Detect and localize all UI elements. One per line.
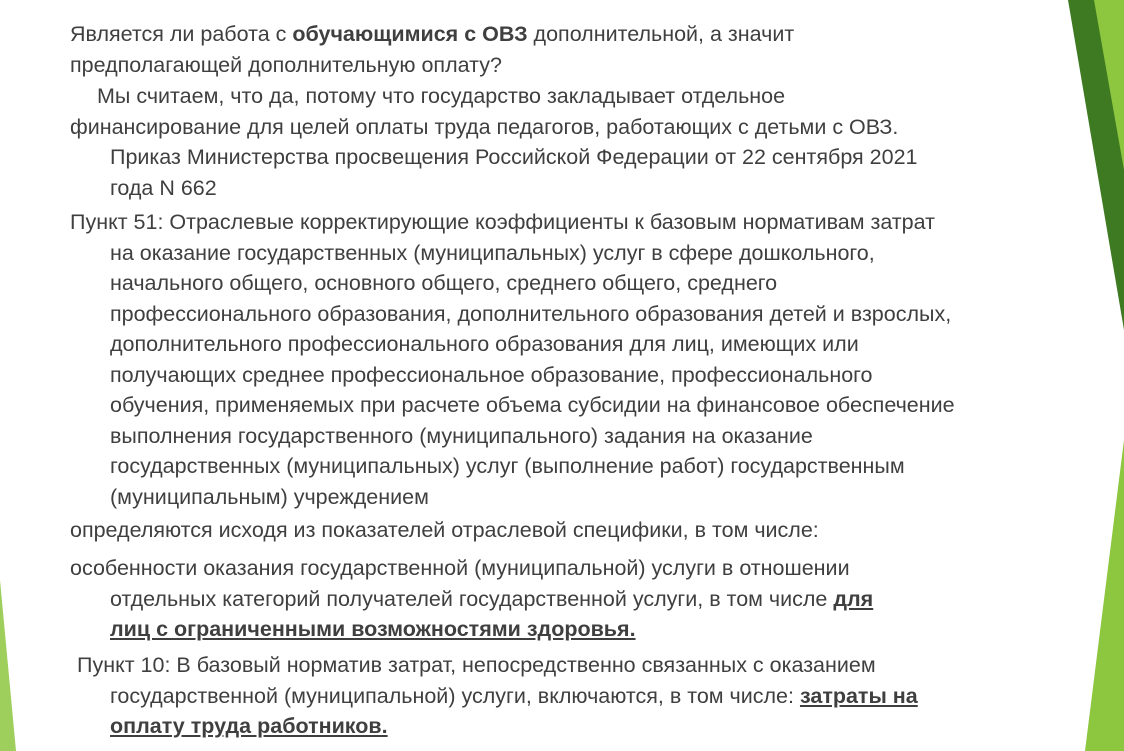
point-51-paragraph — [70, 207, 955, 512]
point-51-line: на оказание государственных (муниципальных) услуг в сфере дошкольного, — [110, 240, 875, 265]
point-51-line: начального общего, основного общего, среднего общего, среднего — [110, 271, 778, 295]
answer-line-2: финансирование для целей оплаты труда педагогов, работающих с детьми с ОВЗ. — [70, 114, 899, 139]
point-10-emphasis: затраты на — [799, 683, 918, 708]
answer-paragraph — [70, 81, 898, 142]
order-line-1: Приказ Министерства просвещения Российской Федерации от 22 сентября 2021 — [110, 145, 918, 169]
point-51-line: (муниципальным) учреждением — [110, 484, 429, 509]
features-paragraph — [70, 553, 873, 645]
features-line-1: особенности оказания государственной (муниципальной) услуги в отношении — [70, 556, 850, 580]
features-line-2: отдельных категорий получателей государственной услуги, в том числе для — [110, 586, 874, 611]
point-51-line: профессионального образования, дополнительного образования детей и взрослых, — [110, 301, 952, 326]
point-10-paragraph — [77, 650, 918, 742]
question-paragraph — [70, 19, 794, 80]
question-line-1: Является ли работа с обучающимися с ОВЗ дополнительной, а значит — [70, 22, 795, 46]
point-10-line-1: Пункт 10: В базовый норматив затрат, непосредственно связанных с оказанием — [77, 653, 876, 677]
question-emphasis: обучающимися с ОВЗ — [292, 22, 528, 46]
point-10-line-2: государственной (муниципальной) услуги, включаются, в том числе: затраты на — [110, 683, 918, 708]
point-51-line: Пункт 51: Отраслевые корректирующие коэффициенты к базовым нормативам затрат — [70, 210, 935, 234]
point-51-line: выполнения государственного (муниципального) задания на оказание — [110, 423, 813, 448]
order-line-2: года N 662 — [110, 175, 217, 200]
features-emphasis: для — [833, 586, 874, 611]
point-51-line: обучения, применяемых при расчете объема субсидии на финансовое обеспечение — [110, 393, 955, 417]
determined-paragraph: определяются исходя из показателей отраслевой специфики, в том числе: — [70, 518, 819, 542]
question-line-2: предполагающей дополнительную оплату? — [70, 52, 502, 77]
point-51-line: государственных (муниципальных) услуг (выполнение работ) государственным — [110, 454, 905, 478]
point-51-line: дополнительного профессионального образования для лиц, имеющих или — [110, 332, 859, 356]
features-line-3: лиц с ограниченными возможностями здоровья. — [110, 617, 636, 641]
order-paragraph — [110, 142, 917, 203]
answer-line-1: Мы считаем, что да, потому что государство закладывает отдельное — [97, 84, 786, 108]
point-51-line: получающих среднее профессиональное образование, профессионального — [110, 362, 873, 387]
point-10-line-3: оплату труда работников. — [110, 714, 388, 738]
